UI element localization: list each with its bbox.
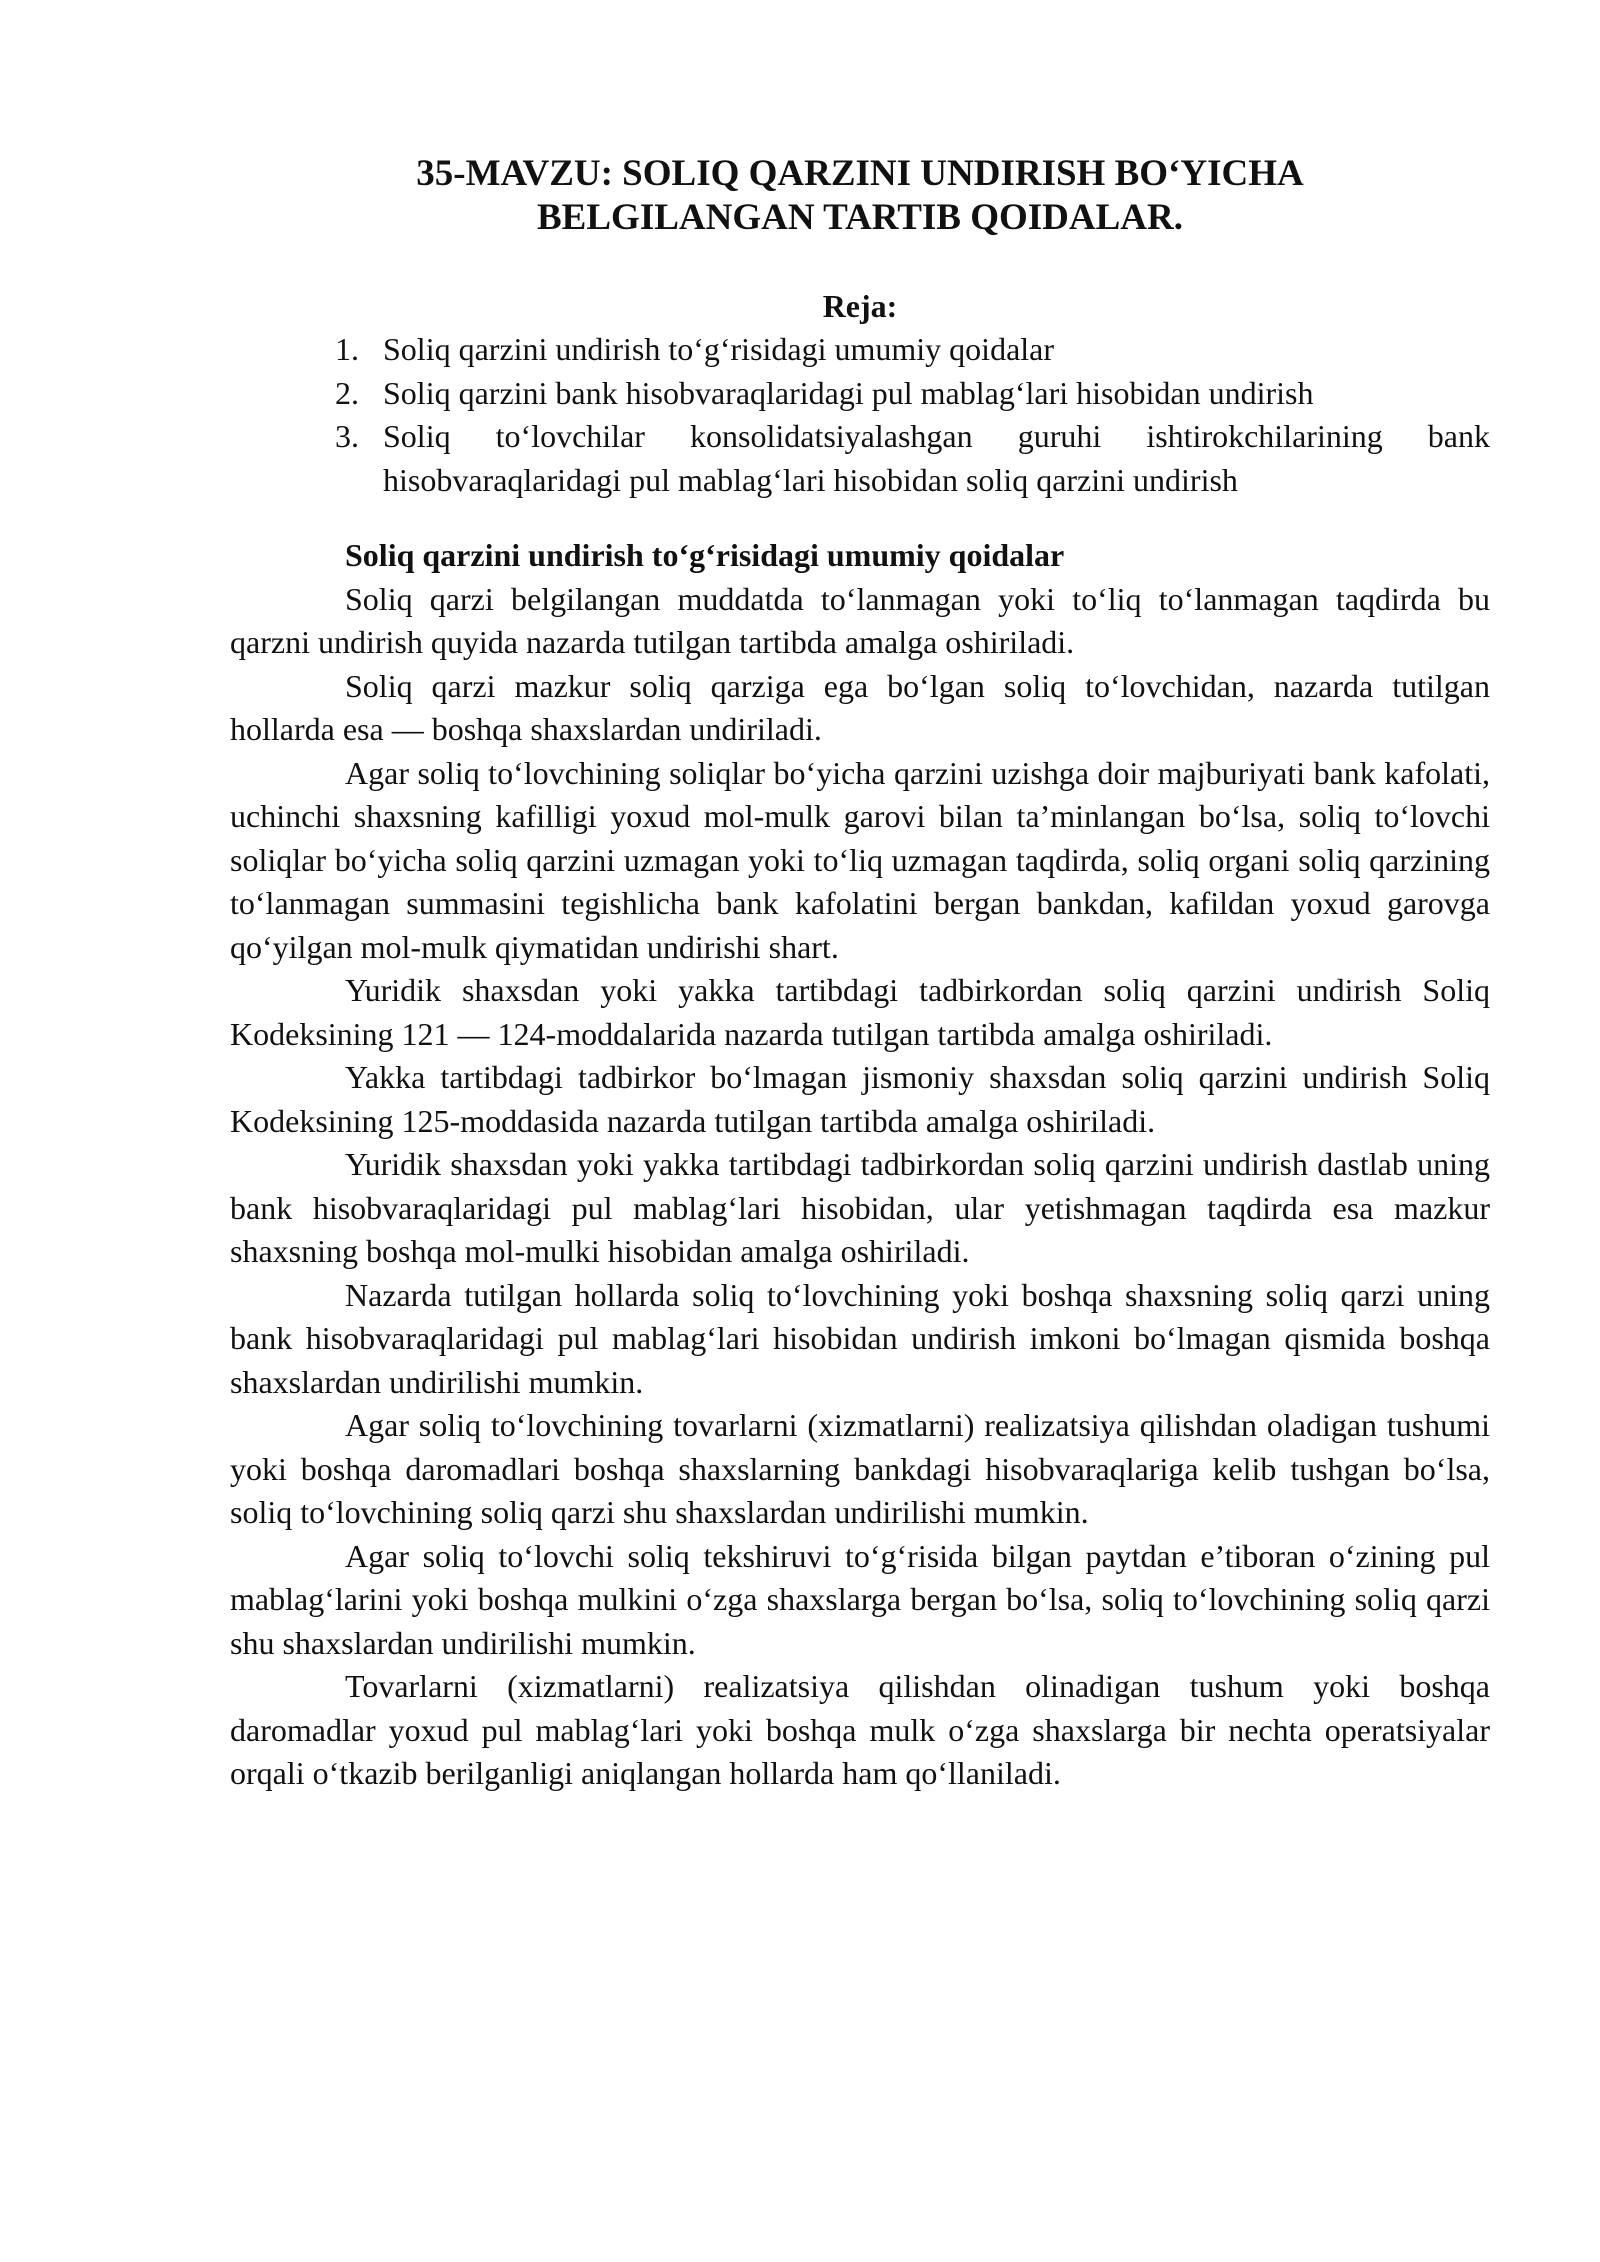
- plan-item-text: Soliq qarzini bank hisobvaraqlaridagi pul mablag‘lari hisobidan undirish: [383, 374, 1314, 411]
- plan-item: [230, 328, 1490, 372]
- body-paragraph: Nazarda tutilgan hollarda soliq to‘lovchining yoki boshqa shaxsning soliq qarzi uning bank hisobvaraqlaridagi pul mablag‘lari hisobidan undirish imkoni bo‘lmagan qismida boshqa shaxslardan undirilishi mumkin.: [230, 1276, 1490, 1400]
- document-title: [230, 152, 1490, 240]
- body-paragraph: Yuridik shaxsdan yoki yakka tartibdagi tadbirkordan soliq qarzini undirish Soliq Kodeksining 121 — 124-moddalarida nazarda tutilgan tartibda amalga oshiriladi.: [230, 972, 1490, 1052]
- plan-item: [230, 415, 1490, 502]
- plan-item-number: 3.: [335, 418, 359, 454]
- body-paragraph: Soliq qarzi mazkur soliq qarziga ega bo‘lgan soliq to‘lovchidan, nazarda tutilgan hollarda esa — boshqa shaxslardan undiriladi.: [230, 667, 1490, 747]
- plan-item-text: Soliq qarzini undirish to‘g‘risidagi umumiy qoidalar: [383, 331, 1055, 367]
- title-line-2: BELGILANGAN TARTIB QOIDALAR.: [537, 197, 1183, 238]
- plan-item-text: Soliq to‘lovchilar konsolidatsiyalashgan guruhi ishtirokchilarining bank hisobvaraqlaridagi pul mablag‘lari hisobidan soliq qarzini undirish: [383, 418, 1490, 498]
- document-content: [230, 152, 1490, 1796]
- body-paragraph: Soliq qarzi belgilangan muddatda to‘lanmagan yoki to‘liq to‘lanmagan taqdirda bu qarzni undirish quyida nazarda tutilgan tartibda amalga oshiriladi.: [230, 580, 1490, 660]
- body-paragraph: Yakka tartibdagi tadbirkor bo‘lmagan jismoniy shaxsdan soliq qarzini undirish Soliq Kodeksining 125-moddasida nazarda tutilgan tartibda amalga oshiriladi.: [230, 1059, 1490, 1139]
- plan-heading: Reja:: [822, 288, 898, 324]
- body-paragraph: Yuridik shaxsdan yoki yakka tartibdagi tadbirkordan soliq qarzini undirish dastlab uning bank hisobvaraqlaridagi pul mablag‘lari hisobidan, ular yetishmagan taqdirda esa mazkur shaxsning boshqa mol-mulki hisobidan amalga oshiriladi.: [230, 1146, 1490, 1269]
- body-paragraph: Agar soliq to‘lovchining soliqlar bo‘yicha qarzini uzishga doir majburiyati bank kafolati, uchinchi shaxsning kafilligi yoxud mol-mulk garovi bilan ta’minlangan bo‘lsa, soliq to‘lovchi soliqlar bo‘yicha soliq qarzini uzmagan yoki to‘liq uzmagan taqdirda, soliq organi soliq qarzining to‘lanmagan summasini tegishlicha bank kafolatini bergan bankdan, kafildan yoxud garovga qo‘yilgan mol-mulk qiymatidan undirishi shart.: [230, 754, 1490, 965]
- title-line-1: 35-MAVZU: SOLIQ QARZINI UNDIRISH BO‘YICHA: [416, 153, 1304, 194]
- body-paragraph: Tovarlarni (xizmatlarni) realizatsiya qilishdan olinadigan tushum yoki boshqa daromadlar yoxud pul mablag‘lari yoki boshqa mulk o‘zga shaxslarga bir nechta operatsiyalar orqali o‘tkazib berilganligi aniqlangan hollarda ham qo‘llaniladi.: [230, 1668, 1490, 1791]
- plan-item: [230, 372, 1490, 416]
- section-heading: Soliq qarzini undirish to‘g‘risidagi umumiy qoidalar: [345, 537, 1065, 573]
- plan-item-number: 2.: [335, 374, 359, 411]
- plan-item-number: 1.: [335, 331, 359, 367]
- body-paragraph: Agar soliq to‘lovchining tovarlarni (xizmatlarni) realizatsiya qilishdan oladigan tushumi yoki boshqa daromadlari boshqa shaxslarning bankdagi hisobvaraqlariga kelib tushgan bo‘lsa, soliq to‘lovchining soliq qarzi shu shaxslardan undirilishi mumkin.: [230, 1407, 1490, 1530]
- plan-list: [230, 328, 1490, 502]
- body-paragraph: Agar soliq to‘lovchi soliq tekshiruvi to‘g‘risida bilgan paytdan e’tiboran o‘zining pul mablag‘larini yoki boshqa mulkini o‘zga shaxslarga bergan bo‘lsa, soliq to‘lovchining soliq qarzi shu shaxslardan undirilishi mumkin.: [230, 1537, 1490, 1661]
